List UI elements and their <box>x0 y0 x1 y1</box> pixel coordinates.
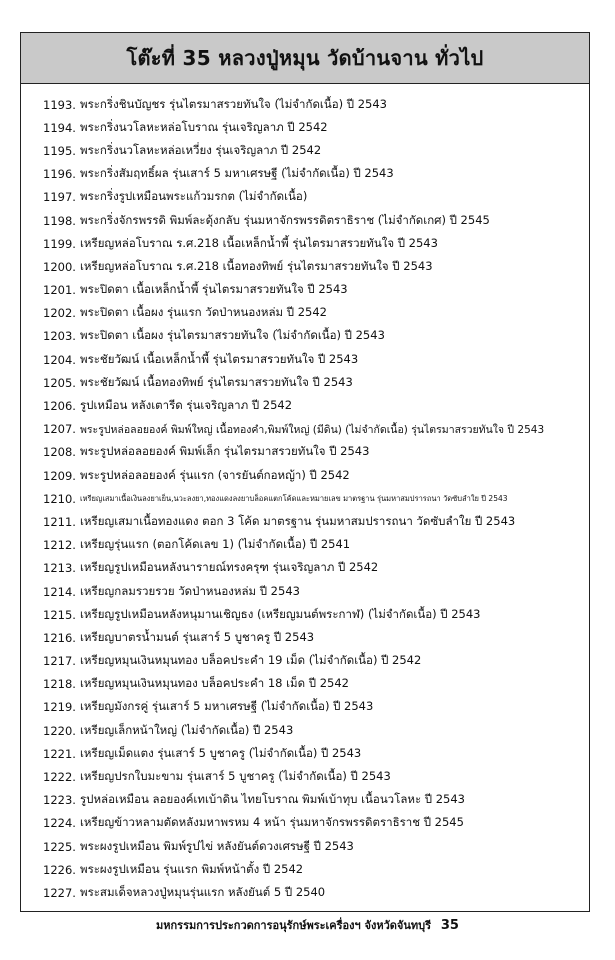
list-item <box>43 719 585 742</box>
item-text: เหรียญข้าวหลามตัดหลังมหาพรหม 4 หน้า รุ่นมหาจักรพรรดิตราธิราช ปี 2545 <box>80 815 464 830</box>
item-number: 1196. <box>43 167 76 182</box>
page-footer <box>0 916 615 934</box>
list-item <box>43 626 585 649</box>
item-text: พระผงรูปเหมือน พิมพ์รูปไข่ หลังยันต์ดวงเศรษฐี ปี 2543 <box>80 838 354 853</box>
list-item <box>43 835 585 858</box>
list-item <box>43 789 585 812</box>
item-number: 1194. <box>43 120 76 135</box>
item-text: เหรียญเม็ดแตง รุ่นเสาร์ 5 บูชาครู (ไม่จำกัดเนื้อ) ปี 2543 <box>80 745 362 760</box>
item-text: เหรียญหล่อโบราณ ร.ศ.218 เนื้อเหล็กน้ำพี้ รุ่นไตรมาสรวยทันใจ ปี 2543 <box>80 235 438 250</box>
item-number: 1206. <box>43 399 76 414</box>
item-text: เหรียญรูปเหมือนหลังหนุมานเชิญธง (เหรียญมนต์พระกาฬ) (ไม่จำกัดเนื้อ) ปี 2543 <box>80 606 481 621</box>
list-item <box>43 603 585 626</box>
list-item <box>43 858 585 881</box>
item-number: 1200. <box>43 259 76 274</box>
list-item <box>43 209 585 232</box>
item-text: พระกริ่งนวโลหะหล่อโบราณ รุ่นเจริญลาภ ปี 2542 <box>80 119 328 134</box>
list-item <box>43 673 585 696</box>
footer-text: มหกรรมการประกวดการอนุรักษ์พระเครื่องฯ จังหวัดจันทบุรี <box>156 919 432 932</box>
list-item <box>43 812 585 835</box>
list-item <box>43 348 585 371</box>
item-number: 1224. <box>43 816 76 831</box>
item-text: เหรียญรุ่นแรก (ตอกโค้ดเลข 1) (ไม่จำกัดเนื้อ) ปี 2541 <box>80 537 351 552</box>
list-item <box>43 232 585 255</box>
item-number: 1225. <box>43 839 76 854</box>
list-item <box>43 650 585 673</box>
item-number: 1197. <box>43 190 76 205</box>
item-text: เหรียญรูปเหมือนหลังนารายณ์ทรงครุฑ รุ่นเจริญลาภ ปี 2542 <box>80 560 379 575</box>
list-item <box>43 881 585 904</box>
item-text: พระรูปหล่อลอยองค์ พิมพ์เล็ก รุ่นไตรมาสรวยทันใจ ปี 2543 <box>80 444 370 459</box>
list-item <box>43 394 585 417</box>
item-text: พระรูปหล่อลอยองค์ รุ่นแรก (จารยันต์กอหญ้า) ปี 2542 <box>80 467 350 482</box>
item-text: เหรียญหล่อโบราณ ร.ศ.218 เนื้อทองทิพย์ รุ่นไตรมาสรวยทันใจ ปี 2543 <box>80 258 433 273</box>
item-text: รูปหล่อเหมือน ลอยองค์เทเบ้าดิน ไทยโบราณ พิมพ์เบ้าทุบ เนื้อนวโลหะ ปี 2543 <box>80 792 465 807</box>
item-text: พระปิดตา เนื้อเหล็กน้ำพี้ รุ่นไตรมาสรวยทันใจ ปี 2543 <box>80 282 348 297</box>
item-text: เหรียญมังกรคู่ รุ่นเสาร์ 5 มหาเศรษฐี (ไม่จำกัดเนื้อ) ปี 2543 <box>80 699 374 714</box>
item-text: พระปิดตา เนื้อผง รุ่นแรก วัดป่าหนองหล่ม ปี 2542 <box>80 305 327 320</box>
item-list <box>43 93 585 905</box>
item-text: พระกริ่งรูปเหมือนพระแก้วมรกต (ไม่จำกัดเนื้อ) <box>80 189 308 204</box>
item-text: เหรียญปรกใบมะขาม รุ่นเสาร์ 5 บูชาครู (ไม่จำกัดเนื้อ) ปี 2543 <box>80 769 391 784</box>
list-item <box>43 557 585 580</box>
item-text: พระกริ่งชินบัญชร รุ่นไตรมาสรวยทันใจ (ไม่จำกัดเนื้อ) ปี 2543 <box>80 96 387 111</box>
item-text: เหรียญหมุนเงินหมุนทอง บล็อคประคำ 18 เม็ด ปี 2542 <box>80 676 349 691</box>
item-text: เหรียญหมุนเงินหมุนทอง บล็อคประคำ 19 เม็ด (ไม่จำกัดเนื้อ) ปี 2542 <box>80 653 422 668</box>
table-frame <box>20 32 590 912</box>
item-number: 1211. <box>43 514 76 529</box>
list-item <box>43 116 585 139</box>
item-number: 1209. <box>43 468 76 483</box>
list-item <box>43 534 585 557</box>
item-text: เหรียญบาตรน้ำมนต์ รุ่นเสาร์ 5 บูชาครู ปี 2543 <box>80 629 315 644</box>
item-number: 1214. <box>43 584 76 599</box>
list-item <box>43 93 585 116</box>
item-text: พระชัยวัฒน์ เนื้อเหล็กน้ำพี้ รุ่นไตรมาสรวยทันใจ ปี 2543 <box>80 351 359 366</box>
list-item <box>43 163 585 186</box>
title-bar <box>21 33 589 84</box>
item-number: 1205. <box>43 375 76 390</box>
item-number: 1195. <box>43 143 76 158</box>
list-item <box>43 255 585 278</box>
item-number: 1207. <box>43 422 76 437</box>
item-text: เหรียญเสมาเนื้อเงินลงยาเย็น,นวะลงยา,ทองแดงลงยาบล็อคแตกโค้ดและหมายเลข มาตรฐาน รุ่นมหาสมปรารถนา วัดซับลำใย ปี 2543 <box>80 493 508 503</box>
item-text: พระกริ่งจักรพรรดิ พิมพ์ละดุ้งกลับ รุ่นมหาจักรพรรดิตราธิราช (ไม่จำกัดเกศ) ปี 2545 <box>80 212 490 227</box>
list-item <box>43 487 585 510</box>
item-number: 1221. <box>43 746 76 761</box>
list-item <box>43 371 585 394</box>
list-item <box>43 510 585 533</box>
list-item <box>43 580 585 603</box>
list-item <box>43 418 585 441</box>
page-title: โต๊ะที่ 35 หลวงปู่หมุน วัดบ้านจาน ทั่วไป <box>126 46 484 70</box>
list-item <box>43 302 585 325</box>
item-text: พระกริ่งนวโลหะหล่อเหวี่ยง รุ่นเจริญลาภ ปี 2542 <box>80 142 322 157</box>
item-text: รูปเหมือน หลังเตารีด รุ่นเจริญลาภ ปี 2542 <box>80 398 293 413</box>
item-text: พระผงรูปเหมือน รุ่นแรก พิมพ์หน้าตั้ง ปี 2542 <box>80 861 304 876</box>
item-number: 1193. <box>43 97 76 112</box>
item-number: 1218. <box>43 677 76 692</box>
item-number: 1216. <box>43 630 76 645</box>
item-number: 1219. <box>43 700 76 715</box>
item-number: 1210. <box>43 491 76 506</box>
item-number: 1201. <box>43 283 76 298</box>
item-number: 1213. <box>43 561 76 576</box>
item-number: 1198. <box>43 213 76 228</box>
list-item <box>43 464 585 487</box>
item-number: 1220. <box>43 723 76 738</box>
item-text: พระกริ่งสัมฤทธิ์ผล รุ่นเสาร์ 5 มหาเศรษฐี (ไม่จำกัดเนื้อ) ปี 2543 <box>80 166 394 181</box>
list-item <box>43 325 585 348</box>
item-number: 1199. <box>43 236 76 251</box>
list-item <box>43 279 585 302</box>
item-text: พระปิดตา เนื้อผง รุ่นไตรมาสรวยทันใจ (ไม่จำกัดเนื้อ) ปี 2543 <box>80 328 385 343</box>
item-number: 1223. <box>43 793 76 808</box>
list-item <box>43 696 585 719</box>
list-item <box>43 186 585 209</box>
item-text: เหรียญเล็กหน้าใหญ่ (ไม่จำกัดเนื้อ) ปี 2543 <box>80 722 294 737</box>
item-number: 1202. <box>43 306 76 321</box>
page-number: 35 <box>440 918 459 933</box>
item-number: 1217. <box>43 654 76 669</box>
item-text: พระสมเด็จหลวงปู่หมุนรุ่นแรก หลังยันต์ 5 ปี 2540 <box>80 884 326 899</box>
item-number: 1204. <box>43 352 76 367</box>
item-number: 1215. <box>43 607 76 622</box>
list-item <box>43 765 585 788</box>
item-text: เหรียญกลมรวยรวย วัดป่าหนองหล่ม ปี 2543 <box>80 583 300 598</box>
item-number: 1203. <box>43 329 76 344</box>
item-text: เหรียญเสมาเนื้อทองแดง ตอก 3 โค้ด มาตรฐาน รุ่นมหาสมปรารถนา วัดซับลำใย ปี 2543 <box>80 513 516 528</box>
list-item <box>43 742 585 765</box>
item-number: 1222. <box>43 770 76 785</box>
list-item <box>43 441 585 464</box>
item-number: 1226. <box>43 862 76 877</box>
item-number: 1208. <box>43 445 76 460</box>
item-number: 1227. <box>43 885 76 900</box>
item-text: พระชัยวัฒน์ เนื้อทองทิพย์ รุ่นไตรมาสรวยทันใจ ปี 2543 <box>80 374 353 389</box>
item-number: 1212. <box>43 538 76 553</box>
list-item <box>43 139 585 162</box>
item-text: พระรูปหล่อลอยองค์ พิมพ์ใหญ่ เนื้อทองคำ,พิมพ์ใหญ่ (มีดิน) (ไม่จำกัดเนื้อ) รุ่นไตรมาสรวยทันใจ ปี 2543 <box>80 423 545 436</box>
